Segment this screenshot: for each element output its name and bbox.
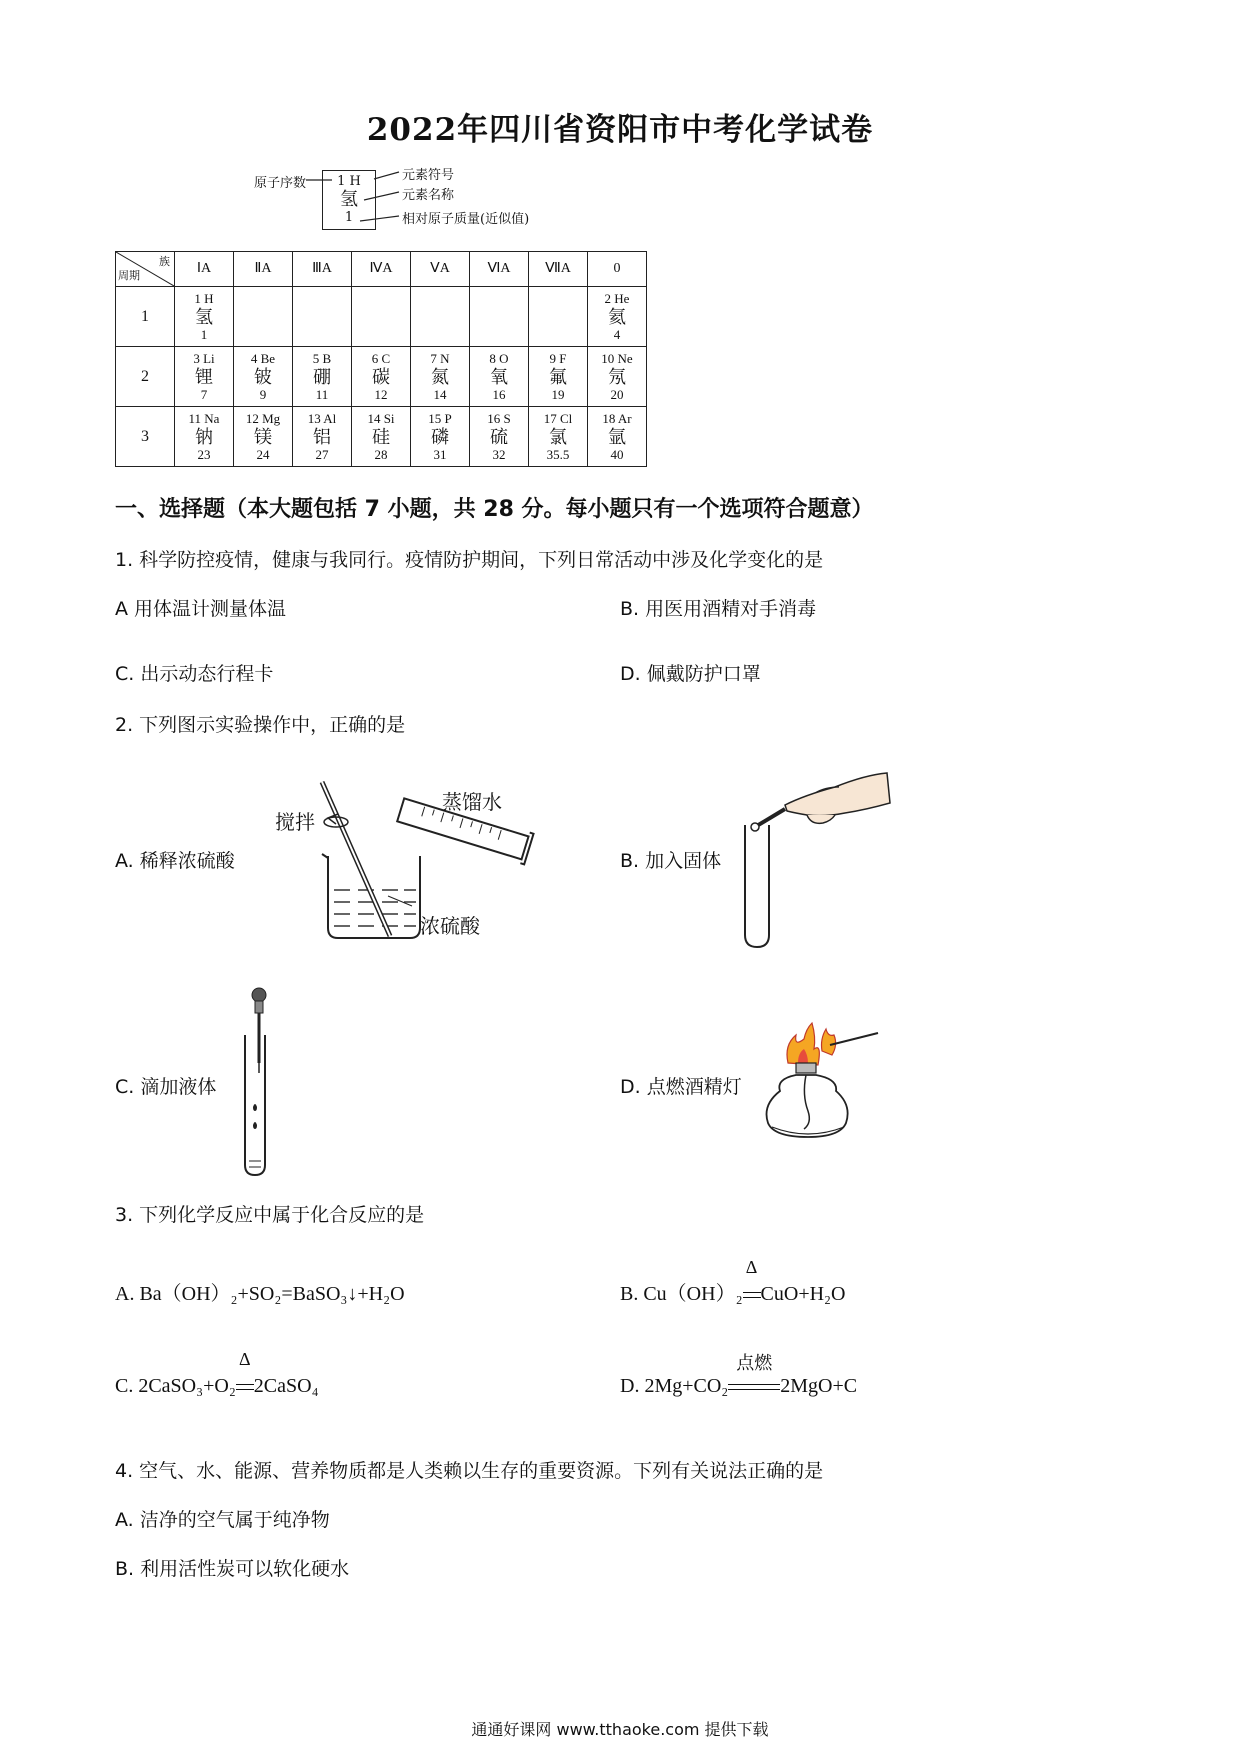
element-mass: 1	[200, 326, 208, 342]
element-cell	[293, 347, 352, 407]
element-mass: 32	[492, 446, 506, 462]
element-name: 铍	[254, 366, 272, 387]
element-mass: 20	[610, 386, 624, 402]
group-header: ⅤA	[411, 252, 470, 287]
element-symbol: 1 H	[194, 290, 214, 306]
element-mass: 19	[551, 386, 565, 402]
element-symbol: 11 Na	[188, 410, 220, 426]
element-mass: 35.5	[546, 446, 570, 462]
question-1-option-d: D. 佩戴防护口罩	[620, 663, 761, 685]
element-cell	[470, 407, 529, 467]
question-1-stem: 1. 科学防控疫情，健康与我同行。疫情防护期间，下列日常活动中涉及化学变化的是	[115, 549, 824, 571]
element-name: 氩	[608, 426, 626, 447]
element-name: 碳	[372, 366, 390, 387]
question-2-stem: 2. 下列图示实验操作中，正确的是	[115, 714, 406, 736]
group-header: ⅠA	[175, 252, 234, 287]
element-symbol: 12 Mg	[245, 410, 281, 426]
element-mass: 9	[259, 386, 267, 402]
period-number: 2	[116, 347, 175, 407]
legend-box-mass: 1	[344, 210, 354, 225]
element-cell	[411, 287, 470, 347]
condition-heat-symbol: Δ	[745, 1257, 758, 1277]
element-cell	[470, 347, 529, 407]
legend-box-symbol: 1 H	[337, 174, 361, 189]
element-name: 氢	[195, 306, 213, 327]
distilled-water-label: 蒸馏水	[442, 790, 502, 814]
table-corner	[116, 252, 175, 287]
element-cell	[529, 287, 588, 347]
group-header: ⅦA	[529, 252, 588, 287]
element-cell	[175, 287, 234, 347]
element-cell	[352, 347, 411, 407]
question-1-option-b: B. 用医用酒精对手消毒	[620, 598, 817, 620]
element-symbol: 18 Ar	[602, 410, 632, 426]
legend-atomic-number-label: 原子序数	[254, 176, 307, 191]
question-4-option-a: A. 洁净的空气属于纯净物	[115, 1509, 330, 1531]
element-mass: 28	[374, 446, 388, 462]
page-footer: 通通好课网 www.tthaoke.com 提供下载	[471, 1720, 769, 1739]
element-cell	[411, 407, 470, 467]
table-header-row	[116, 252, 647, 287]
section-heading: 一、选择题（本大题包括 7 小题，共 28 分。每小题只有一个选项符合题意）	[115, 497, 874, 522]
legend-symbol-label: 元素符号	[402, 168, 455, 183]
element-cell	[175, 407, 234, 467]
page-title: 2022年四川省资阳市中考化学试卷	[366, 112, 874, 148]
element-name: 铝	[313, 426, 331, 447]
element-cell	[588, 407, 647, 467]
question-2-option-d: D. 点燃酒精灯	[620, 1076, 742, 1098]
element-name: 硫	[490, 426, 508, 447]
element-legend	[254, 164, 584, 240]
corner-group-label: 族	[159, 256, 170, 268]
condition-ignite-label: 点燃	[736, 1353, 773, 1373]
element-cell	[411, 347, 470, 407]
element-symbol: 10 Ne	[601, 350, 633, 366]
question-3-option-d-products: 2MgO+C	[780, 1375, 858, 1397]
element-mass: 14	[433, 386, 447, 402]
element-cell	[588, 347, 647, 407]
equals-sign	[236, 1384, 254, 1390]
element-name: 硼	[313, 366, 331, 387]
element-cell	[529, 347, 588, 407]
concentrated-acid-label: 浓硫酸	[420, 914, 480, 938]
element-name: 氮	[431, 366, 449, 387]
element-symbol: 14 Si	[367, 410, 395, 426]
element-cell	[588, 287, 647, 347]
alcohol-lamp-illustration	[760, 1015, 905, 1150]
element-mass: 40	[610, 446, 624, 462]
element-cell	[234, 407, 293, 467]
question-3-option-c	[115, 1349, 319, 1398]
element-symbol: 6 C	[371, 350, 391, 366]
element-symbol: 9 F	[549, 350, 567, 366]
question-1-option-a: A 用体温计测量体温	[115, 598, 287, 620]
table-row	[116, 407, 647, 467]
element-mass: 24	[256, 446, 270, 462]
element-cell	[352, 407, 411, 467]
question-3-option-d	[620, 1353, 858, 1398]
element-cell	[234, 347, 293, 407]
question-1-option-c: C. 出示动态行程卡	[115, 663, 274, 685]
condition-heat	[743, 1257, 761, 1306]
question-4-stem: 4. 空气、水、能源、营养物质都是人类赖以生存的重要资源。下列有关说法正确的是	[115, 1460, 824, 1482]
element-symbol: 3 Li	[193, 350, 215, 366]
element-mass: 7	[200, 386, 208, 402]
condition-heat	[236, 1349, 254, 1398]
group-header: ⅣA	[352, 252, 411, 287]
element-name: 氖	[608, 366, 626, 387]
group-header: 0	[588, 252, 647, 287]
group-header: ⅡA	[234, 252, 293, 287]
element-name: 硅	[372, 426, 390, 447]
group-header: ⅥA	[470, 252, 529, 287]
element-symbol: 17 Cl	[543, 410, 573, 426]
question-2-option-b: B. 加入固体	[620, 850, 722, 872]
element-symbol: 15 P	[428, 410, 452, 426]
element-cell	[352, 287, 411, 347]
element-symbol: 4 Be	[250, 350, 276, 366]
drop-liquid-illustration	[235, 985, 295, 1185]
legend-box-name: 氢	[340, 189, 358, 210]
element-name: 氧	[490, 366, 508, 387]
question-2-option-c: C. 滴加液体	[115, 1076, 217, 1098]
element-name: 氦	[608, 306, 626, 327]
element-mass: 16	[492, 386, 506, 402]
element-name: 氯	[549, 426, 567, 447]
condition-heat-symbol: Δ	[239, 1349, 251, 1369]
question-3-option-d-reactants: D. 2Mg+CO₂	[620, 1375, 729, 1397]
corner-period-label: 周期	[118, 270, 140, 282]
element-symbol: 7 N	[430, 350, 450, 366]
question-3-option-a: A. Ba（OH）₂+SO₂=BaSO₃↓+H₂O	[115, 1283, 405, 1305]
question-3-option-c-products: 2CaSO₄	[253, 1375, 319, 1397]
element-cell	[529, 407, 588, 467]
equals-sign	[743, 1292, 761, 1298]
element-mass: 12	[374, 386, 388, 402]
question-3-option-b	[620, 1257, 846, 1306]
question-3-option-b-reactants: B. Cu（OH）₂	[620, 1283, 743, 1305]
element-symbol: 13 Al	[307, 410, 337, 426]
group-header: ⅢA	[293, 252, 352, 287]
element-cell	[470, 287, 529, 347]
equals-sign	[728, 1384, 780, 1390]
element-symbol: 5 B	[312, 350, 332, 366]
element-name: 锂	[195, 366, 213, 387]
condition-ignite	[728, 1353, 780, 1398]
question-2-option-a: A. 稀释浓硫酸	[115, 850, 235, 872]
element-mass: 23	[197, 446, 211, 462]
element-mass: 31	[433, 446, 447, 462]
legend-name-label: 元素名称	[402, 188, 455, 203]
element-name: 钠	[195, 426, 213, 447]
element-mass: 4	[613, 326, 621, 342]
add-solid-illustration	[715, 765, 900, 950]
element-cell	[175, 347, 234, 407]
period-number: 1	[116, 287, 175, 347]
table-row	[116, 287, 647, 347]
element-symbol: 2 He	[604, 290, 630, 306]
element-cell	[234, 287, 293, 347]
legend-element-box	[322, 170, 376, 230]
question-3-option-c-reactants: C. 2CaSO₃+O₂	[115, 1375, 236, 1397]
element-symbol: 8 O	[489, 350, 509, 366]
element-symbol: 16 S	[487, 410, 511, 426]
element-mass: 27	[315, 446, 329, 462]
element-name: 磷	[431, 426, 449, 447]
question-4-option-b: B. 利用活性炭可以软化硬水	[115, 1558, 350, 1580]
element-name: 镁	[254, 426, 272, 447]
element-cell	[293, 407, 352, 467]
element-name: 氟	[549, 366, 567, 387]
stir-label: 搅拌	[275, 810, 315, 834]
periodic-table	[115, 251, 647, 467]
question-3-stem: 3. 下列化学反应中属于化合反应的是	[115, 1204, 425, 1226]
element-mass: 11	[315, 386, 329, 402]
element-cell	[293, 287, 352, 347]
period-number: 3	[116, 407, 175, 467]
legend-mass-label: 相对原子质量(近似值)	[402, 212, 530, 227]
table-row	[116, 347, 647, 407]
question-3-option-b-products: CuO+H₂O	[760, 1283, 846, 1305]
